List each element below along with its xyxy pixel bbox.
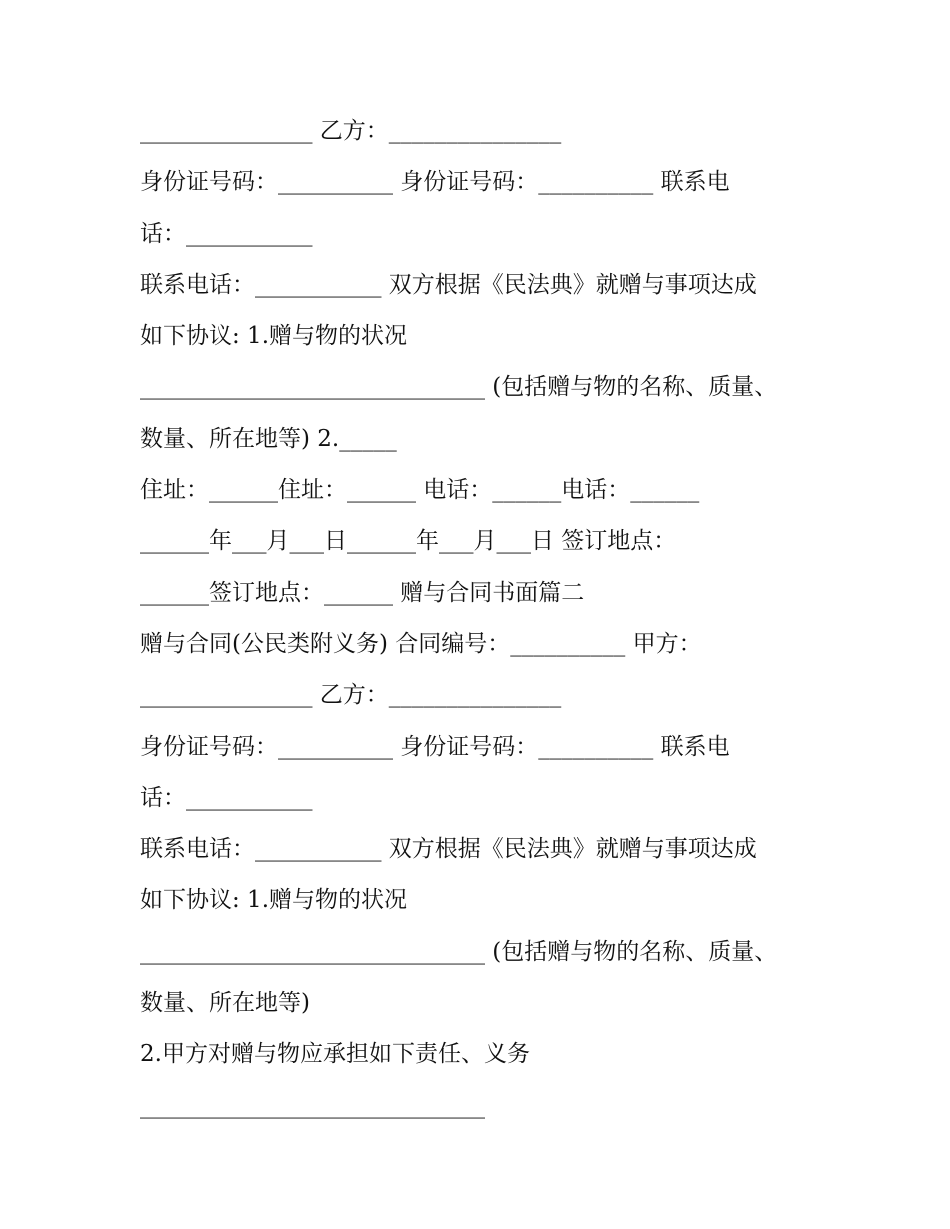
text-line: 2.甲方对赠与物应承担如下责任、义务 [140, 1041, 530, 1068]
text-line: 如下协议: 1.赠与物的状况 [140, 887, 408, 914]
text-line: 联系电话：___________ 双方根据《民法典》就赠与事项达成 [140, 836, 757, 863]
text-line: 如下协议: 1.赠与物的状况 [140, 323, 408, 350]
document-body [140, 110, 820, 1136]
text-line: ______年___月___日______年___月___日 签订地点： [140, 528, 677, 555]
text-line: 赠与合同(公民类附义务) 合同编号：__________ 甲方： [140, 630, 702, 657]
text-line: 身份证号码：__________ 身份证号码：__________ 联系电 [140, 169, 730, 196]
text-line: ______签订地点：______ 赠与合同书面篇二 [140, 579, 585, 606]
text-line: ______________________________ (包括赠与物的名称、质量、 [140, 938, 778, 965]
text-line: ______________________________ [140, 1092, 485, 1119]
text-line: 数量、所在地等) [140, 990, 310, 1017]
text-line: _______________ 乙方：_______________ [140, 118, 562, 144]
text-line: ______________________________ (包括赠与物的名称、质量、 [140, 374, 778, 401]
text-line: 住址：______住址：______ 电话：______电话：______ [140, 477, 700, 504]
text-line: 话：___________ [140, 784, 313, 811]
text-line: 身份证号码：__________ 身份证号码：__________ 联系电 [140, 733, 730, 760]
text-line: 联系电话：___________ 双方根据《民法典》就赠与事项达成 [140, 271, 757, 298]
text-line: _______________ 乙方：_______________ [140, 682, 562, 709]
text-line: 数量、所在地等) 2._____ [140, 425, 397, 452]
text-line: 话：___________ [140, 220, 313, 247]
